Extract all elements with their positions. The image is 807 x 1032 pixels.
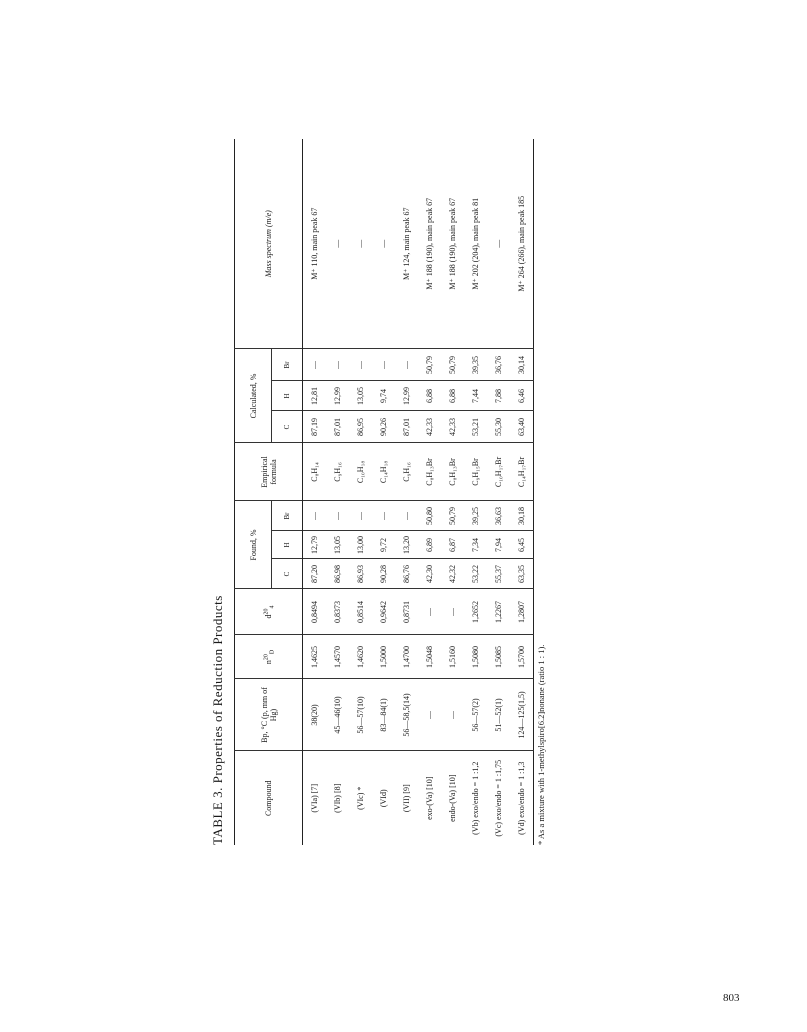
bp-cell: — xyxy=(441,679,464,751)
density-cell: — xyxy=(418,589,441,635)
bp-cell: 56—57(10) xyxy=(349,679,372,751)
found-c-cell: 86,98 xyxy=(326,559,349,589)
mass-spectrum-cell: M⁺ 202 (204), main peak 81 xyxy=(464,139,487,349)
calc-h-cell: 6,46 xyxy=(510,381,534,411)
formula-cell: C₁₀H₁₈ xyxy=(349,443,372,501)
calc-br-cell: 39,35 xyxy=(464,349,487,381)
mass-spectrum-cell: M⁺ 124, main peak 67 xyxy=(395,139,418,349)
compound-cell: (Vb) exo/endo = 1 :1,2 xyxy=(471,761,480,835)
properties-table xyxy=(234,139,534,845)
rotated-table-page xyxy=(210,139,560,845)
calc-h-cell: 7,88 xyxy=(487,381,510,411)
refractive-index-cell: 1,5000 xyxy=(372,635,395,679)
calc-br-cell: — xyxy=(303,349,327,381)
refractive-index-cell: 1,5085 xyxy=(487,635,510,679)
header-refractive-index: $n^{20}_D$ xyxy=(235,635,303,679)
formula-cell: C₉H₁₅Br xyxy=(464,443,487,501)
calc-br-cell: — xyxy=(349,349,372,381)
found-c-cell: 87,20 xyxy=(303,559,327,589)
formula-cell: C₁₄H₁₈ xyxy=(372,443,395,501)
bp-cell: 83—84(1) xyxy=(372,679,395,751)
compound-cell: exo-(Va) [10] xyxy=(425,776,434,820)
calc-br-cell: — xyxy=(395,349,418,381)
calc-c-cell: 87,01 xyxy=(326,411,349,443)
found-h-cell: 13,20 xyxy=(395,531,418,559)
calc-h-cell: 12,99 xyxy=(326,381,349,411)
refractive-index-cell: 1,4625 xyxy=(303,635,327,679)
found-c-cell: 86,93 xyxy=(349,559,372,589)
found-c-cell: 42,32 xyxy=(441,559,464,589)
header-empirical-formula: Empirical formula xyxy=(235,443,303,501)
found-h-cell: 7,94 xyxy=(487,531,510,559)
found-br-cell: — xyxy=(395,501,418,531)
table-row xyxy=(464,139,487,845)
calc-h-cell: 6,88 xyxy=(441,381,464,411)
found-h-cell: 13,00 xyxy=(349,531,372,559)
found-br-cell: — xyxy=(372,501,395,531)
table-row xyxy=(372,139,395,845)
refractive-index-cell: 1,4700 xyxy=(395,635,418,679)
mass-spectrum-cell: M⁺ 110, main peak 67 xyxy=(303,139,327,349)
table-row xyxy=(510,139,534,845)
calc-c-cell: 55,30 xyxy=(487,411,510,443)
mass-spectrum-cell: — xyxy=(372,139,395,349)
mass-spectrum-cell: M⁺ 188 (190), main peak 67 xyxy=(418,139,441,349)
found-h-cell: 7,34 xyxy=(464,531,487,559)
formula-cell: C₉H₁₆ xyxy=(395,443,418,501)
refractive-index-cell: 1,5080 xyxy=(464,635,487,679)
mass-spectrum-cell: M⁺ 188 (190), main peak 67 xyxy=(441,139,464,349)
mass-spectrum-cell: — xyxy=(487,139,510,349)
table-row xyxy=(441,139,464,845)
found-br-cell: — xyxy=(303,501,327,531)
found-h-cell: 12,79 xyxy=(303,531,327,559)
calc-h-cell: 9,74 xyxy=(372,381,395,411)
calc-c-cell: 63,40 xyxy=(510,411,534,443)
calc-c-cell: 86,95 xyxy=(349,411,372,443)
bp-cell: — xyxy=(418,679,441,751)
found-c-cell: 90,28 xyxy=(372,559,395,589)
found-c-cell: 86,76 xyxy=(395,559,418,589)
formula-cell: C₁₄H₁₇Br xyxy=(510,443,534,501)
density-cell: 0,8514 xyxy=(349,589,372,635)
found-h-cell: 6,89 xyxy=(418,531,441,559)
header-bp: Bp, °C (p, mm of Hg) xyxy=(235,679,303,751)
page-number: 803 xyxy=(723,992,740,1004)
calc-br-cell: — xyxy=(326,349,349,381)
density-cell: — xyxy=(441,589,464,635)
found-c-cell: 55,37 xyxy=(487,559,510,589)
calc-h-cell: 6,88 xyxy=(418,381,441,411)
refractive-index-cell: 1,4620 xyxy=(349,635,372,679)
bp-cell: 45—46(10) xyxy=(326,679,349,751)
found-c-cell: 53,22 xyxy=(464,559,487,589)
density-cell: 0,9642 xyxy=(372,589,395,635)
compound-cell: (VId) xyxy=(379,789,388,808)
header-calculated: Calculated, % xyxy=(235,349,272,443)
calc-c-cell: 87,01 xyxy=(395,411,418,443)
calc-c-cell: 87,19 xyxy=(303,411,327,443)
compound-cell: (VIc) * xyxy=(356,786,365,810)
compound-cell: (VII) [9] xyxy=(402,784,411,813)
calc-h-cell: 12,99 xyxy=(395,381,418,411)
table-row xyxy=(395,139,418,845)
table-row xyxy=(326,139,349,845)
found-c-cell: 42,30 xyxy=(418,559,441,589)
density-cell: 1,2267 xyxy=(487,589,510,635)
table-row xyxy=(303,139,327,845)
table-row xyxy=(487,139,510,845)
found-br-cell: 50,80 xyxy=(418,501,441,531)
calc-br-cell: 50,79 xyxy=(441,349,464,381)
header-mass-spectrum: Mass spectrum (m/e) xyxy=(235,139,303,349)
calc-br-cell: 50,79 xyxy=(418,349,441,381)
table-row xyxy=(418,139,441,845)
calc-c-cell: 90,26 xyxy=(372,411,395,443)
found-br-cell: 39,25 xyxy=(464,501,487,531)
density-cell: 1,2652 xyxy=(464,589,487,635)
bp-cell: 56—57(2) xyxy=(464,679,487,751)
refractive-index-cell: 1,4570 xyxy=(326,635,349,679)
bp-cell: 51—52(1) xyxy=(487,679,510,751)
mass-spectrum-cell: — xyxy=(326,139,349,349)
header-calc-br: Br xyxy=(272,349,303,381)
calc-br-cell: — xyxy=(372,349,395,381)
header-found: Found, % xyxy=(235,501,272,589)
formula-cell: C₈H₁₃Br xyxy=(441,443,464,501)
found-br-cell: 36,63 xyxy=(487,501,510,531)
formula-cell: C₁₀H₁₇Br xyxy=(487,443,510,501)
header-compound: Compound xyxy=(235,751,303,845)
found-h-cell: 6,45 xyxy=(510,531,534,559)
header-density: $d^{20}_4$ xyxy=(235,589,303,635)
calc-c-cell: 42,33 xyxy=(441,411,464,443)
formula-cell: C₉H₁₆ xyxy=(326,443,349,501)
header-found-br: Br xyxy=(272,501,303,531)
found-h-cell: 9,72 xyxy=(372,531,395,559)
compound-cell: (VIb) [8] xyxy=(333,783,342,813)
table-footnote: * As a mixture with 1-methylspiro[6.2]nonane (ratio 1 : 1). xyxy=(536,644,546,845)
density-cell: 1,2807 xyxy=(510,589,534,635)
calc-br-cell: 36,76 xyxy=(487,349,510,381)
header-calc-c: C xyxy=(272,411,303,443)
refractive-index-cell: 1,5048 xyxy=(418,635,441,679)
header-found-h: H xyxy=(272,531,303,559)
formula-cell: C₈H₁₄ xyxy=(303,443,327,501)
calc-h-cell: 7,44 xyxy=(464,381,487,411)
mass-spectrum-cell: — xyxy=(349,139,372,349)
found-c-cell: 63,35 xyxy=(510,559,534,589)
formula-cell: C₈H₁₃Br xyxy=(418,443,441,501)
refractive-index-cell: 1,5160 xyxy=(441,635,464,679)
mass-spectrum-cell: M⁺ 264 (266), main peak 185 xyxy=(510,139,534,349)
found-h-cell: 6,87 xyxy=(441,531,464,559)
found-br-cell: — xyxy=(349,501,372,531)
table-row xyxy=(349,139,372,845)
density-cell: 0,8494 xyxy=(303,589,327,635)
header-calc-h: H xyxy=(272,381,303,411)
found-br-cell: — xyxy=(326,501,349,531)
calc-h-cell: 12,81 xyxy=(303,381,327,411)
calc-c-cell: 42,33 xyxy=(418,411,441,443)
bp-cell: 38(20) xyxy=(303,679,327,751)
bp-cell: 124—125(1,5) xyxy=(510,679,534,751)
found-br-cell: 30,18 xyxy=(510,501,534,531)
density-cell: 0,8731 xyxy=(395,589,418,635)
found-br-cell: 50,79 xyxy=(441,501,464,531)
compound-cell: endo-(Va) [10] xyxy=(448,774,457,822)
compound-cell: (VIa) [7] xyxy=(310,783,319,813)
header-found-c: C xyxy=(272,559,303,589)
density-cell: 0,8373 xyxy=(326,589,349,635)
calc-h-cell: 13,05 xyxy=(349,381,372,411)
calc-br-cell: 30,14 xyxy=(510,349,534,381)
compound-cell: (Vc) exo/endo = 1 :1,75 xyxy=(494,759,503,837)
calc-c-cell: 53,21 xyxy=(464,411,487,443)
refractive-index-cell: 1,5700 xyxy=(510,635,534,679)
compound-cell: (Vd) exo/endo = 1 :1,3 xyxy=(517,761,526,835)
found-h-cell: 13,05 xyxy=(326,531,349,559)
bp-cell: 56—58,5(14) xyxy=(395,679,418,751)
table-title: TABLE 3. Properties of Reduction Products xyxy=(210,595,225,845)
